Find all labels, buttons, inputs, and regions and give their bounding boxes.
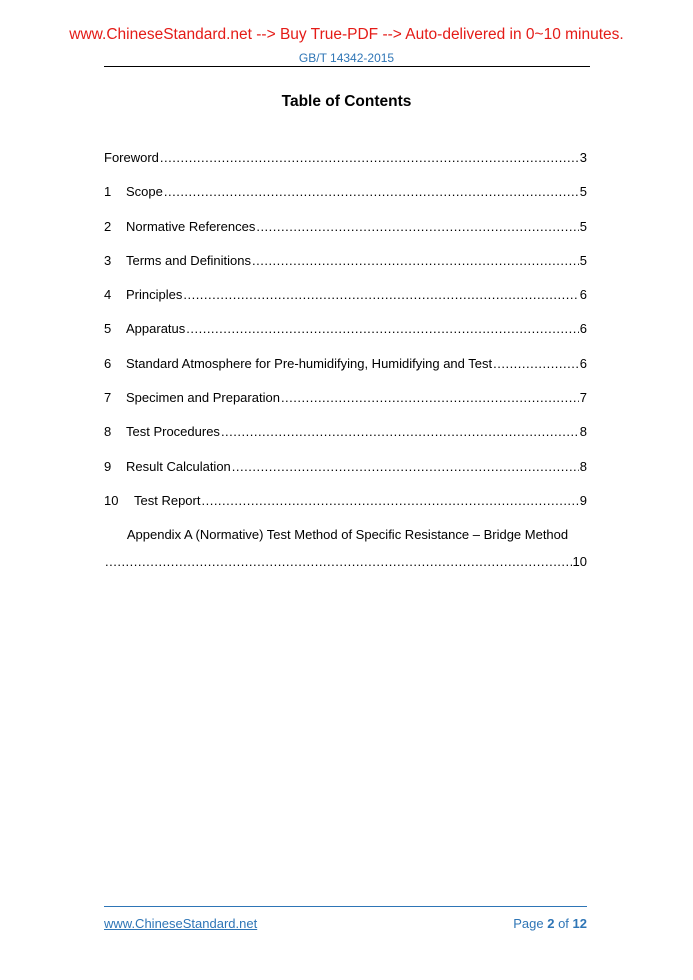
toc-entry-label: Test Procedures xyxy=(126,424,220,440)
toc-entry-foreword[interactable] xyxy=(104,148,587,182)
toc-entry-page: 6 xyxy=(579,355,587,371)
toc-entry-number: 8 xyxy=(104,424,112,440)
toc-entry-page: 5 xyxy=(579,252,587,268)
toc-entry-number: 10 xyxy=(104,492,119,508)
toc-entry-apparatus[interactable] xyxy=(104,319,587,353)
toc-entry-number: 4 xyxy=(104,287,112,303)
toc-entry-page: 3 xyxy=(579,150,587,165)
toc-entry-page: 5 xyxy=(579,184,587,200)
toc-entry-number: 9 xyxy=(104,458,112,474)
dot-leader xyxy=(232,457,579,477)
toc-entry-number: 6 xyxy=(104,355,112,371)
toc-entry-page: 6 xyxy=(579,321,587,337)
current-page-number: 2 xyxy=(547,916,555,931)
dot-leader xyxy=(183,285,578,305)
dot-leader xyxy=(186,319,579,339)
toc-entry-label: Appendix A (Normative) Test Method of Specific Resistance – Bridge Method xyxy=(126,527,569,543)
dot-leader xyxy=(221,422,579,442)
dot-leader xyxy=(160,148,579,168)
footer-divider xyxy=(104,906,587,907)
toc-entry-normative-references[interactable] xyxy=(104,217,587,251)
footer-website-link[interactable]: www.ChineseStandard.net xyxy=(104,916,258,931)
standard-number: GB/T 14342-2015 xyxy=(298,51,395,65)
toc-entry-page: 5 xyxy=(579,218,587,234)
toc-title: Table of Contents xyxy=(281,93,412,110)
toc-entry-principles[interactable] xyxy=(104,285,587,319)
toc-entry-number: 5 xyxy=(104,321,112,337)
toc-entry-label: Standard Atmosphere for Pre-humidifying, Humidifying and Test xyxy=(126,355,493,371)
dot-leader xyxy=(252,251,579,271)
toc-entry-number: 1 xyxy=(104,184,112,200)
toc-entry-label: Terms and Definitions xyxy=(126,252,251,268)
toc-entry-appendix-leader-line xyxy=(104,552,587,572)
header-divider xyxy=(104,66,590,67)
promo-banner-link[interactable]: www.ChineseStandard.net --> Buy True-PDF --> Auto-delivered in 0~10 minutes. xyxy=(69,26,624,43)
toc-entry-label: Principles xyxy=(126,287,183,303)
total-page-count: 12 xyxy=(572,916,587,931)
toc-entry-label: Specimen and Preparation xyxy=(126,390,280,406)
dot-leader xyxy=(105,552,572,572)
toc-entry-page: 10 xyxy=(572,554,587,570)
table-of-contents xyxy=(104,148,587,572)
toc-entry-page: 6 xyxy=(579,287,587,303)
dot-leader xyxy=(493,354,579,374)
toc-entry-label: Result Calculation xyxy=(126,458,231,474)
dot-leader xyxy=(164,182,579,202)
toc-entry-test-procedures[interactable] xyxy=(104,422,587,456)
toc-entry-appendix-a[interactable] xyxy=(104,525,587,572)
toc-entry-test-report[interactable] xyxy=(104,491,587,525)
dot-leader xyxy=(281,388,579,408)
toc-entry-label: Scope xyxy=(126,184,163,200)
page-of-label: of xyxy=(558,916,569,931)
toc-entry-terms-definitions[interactable] xyxy=(104,251,587,285)
toc-entry-result-calculation[interactable] xyxy=(104,457,587,491)
toc-entry-label: Normative References xyxy=(126,218,256,234)
toc-entry-number: 3 xyxy=(104,252,112,268)
toc-entry-page: 7 xyxy=(579,390,587,406)
dot-leader xyxy=(201,491,578,511)
toc-entry-page: 8 xyxy=(579,424,587,440)
toc-entry-page: 9 xyxy=(579,492,587,508)
toc-entry-number: 2 xyxy=(104,218,112,234)
page-indicator xyxy=(513,916,587,931)
toc-entry-label: Foreword xyxy=(104,150,159,165)
toc-entry-number: 7 xyxy=(104,390,112,406)
toc-entry-specimen-preparation[interactable] xyxy=(104,388,587,422)
toc-entry-standard-atmosphere[interactable] xyxy=(104,354,587,388)
page-label: Page xyxy=(513,916,544,931)
toc-entry-page: 8 xyxy=(579,458,587,474)
toc-entry-label: Apparatus xyxy=(126,321,186,337)
dot-leader xyxy=(256,217,578,237)
toc-entry-label: Test Report xyxy=(134,492,201,508)
toc-entry-scope[interactable] xyxy=(104,182,587,216)
